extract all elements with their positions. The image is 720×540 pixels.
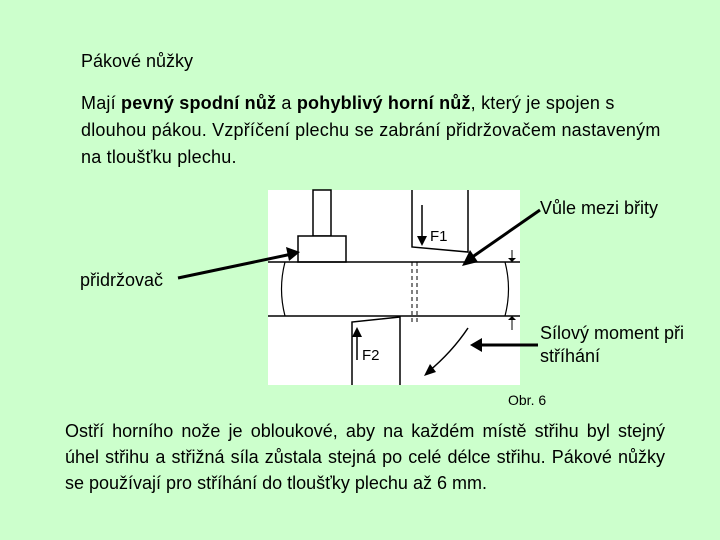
label-moment-line2: stříhání [540, 346, 601, 366]
conclusion-paragraph: Ostří horního nože je obloukové, aby na každém místě střihu byl stejný úhel střihu a střižná síla zůstala stejná po celé délce střihu. Pákové nůžky se používají pro stříhání do tloušťky plechu až 6 mm. [65, 421, 665, 493]
intro-bold-moving-knife: pohyblivý horní nůž [296, 93, 471, 113]
intro-bold-fixed-knife: pevný spodní nůž [121, 93, 277, 113]
force-1-label: F1 [430, 228, 448, 245]
force-2-label: F2 [362, 347, 380, 364]
intro-suffix: , který je spojen s dlouhou pákou. Vzpříčení plechu se zabrání přidržovačem nastaveným na tloušťku plechu. [81, 93, 661, 167]
intro-mid: a [276, 93, 297, 113]
label-holder: přidržovač [80, 270, 164, 290]
label-moment-line1: Sílový moment při [540, 323, 685, 343]
slide-title: Pákové nůžky [81, 51, 194, 71]
figure-caption: Obr. 6 [508, 392, 547, 408]
label-moment [540, 322, 715, 368]
holder-stem [313, 190, 331, 236]
holder-block [298, 236, 346, 262]
intro-prefix: Mají [81, 93, 122, 113]
label-gap: Vůle mezi břity [540, 198, 659, 218]
